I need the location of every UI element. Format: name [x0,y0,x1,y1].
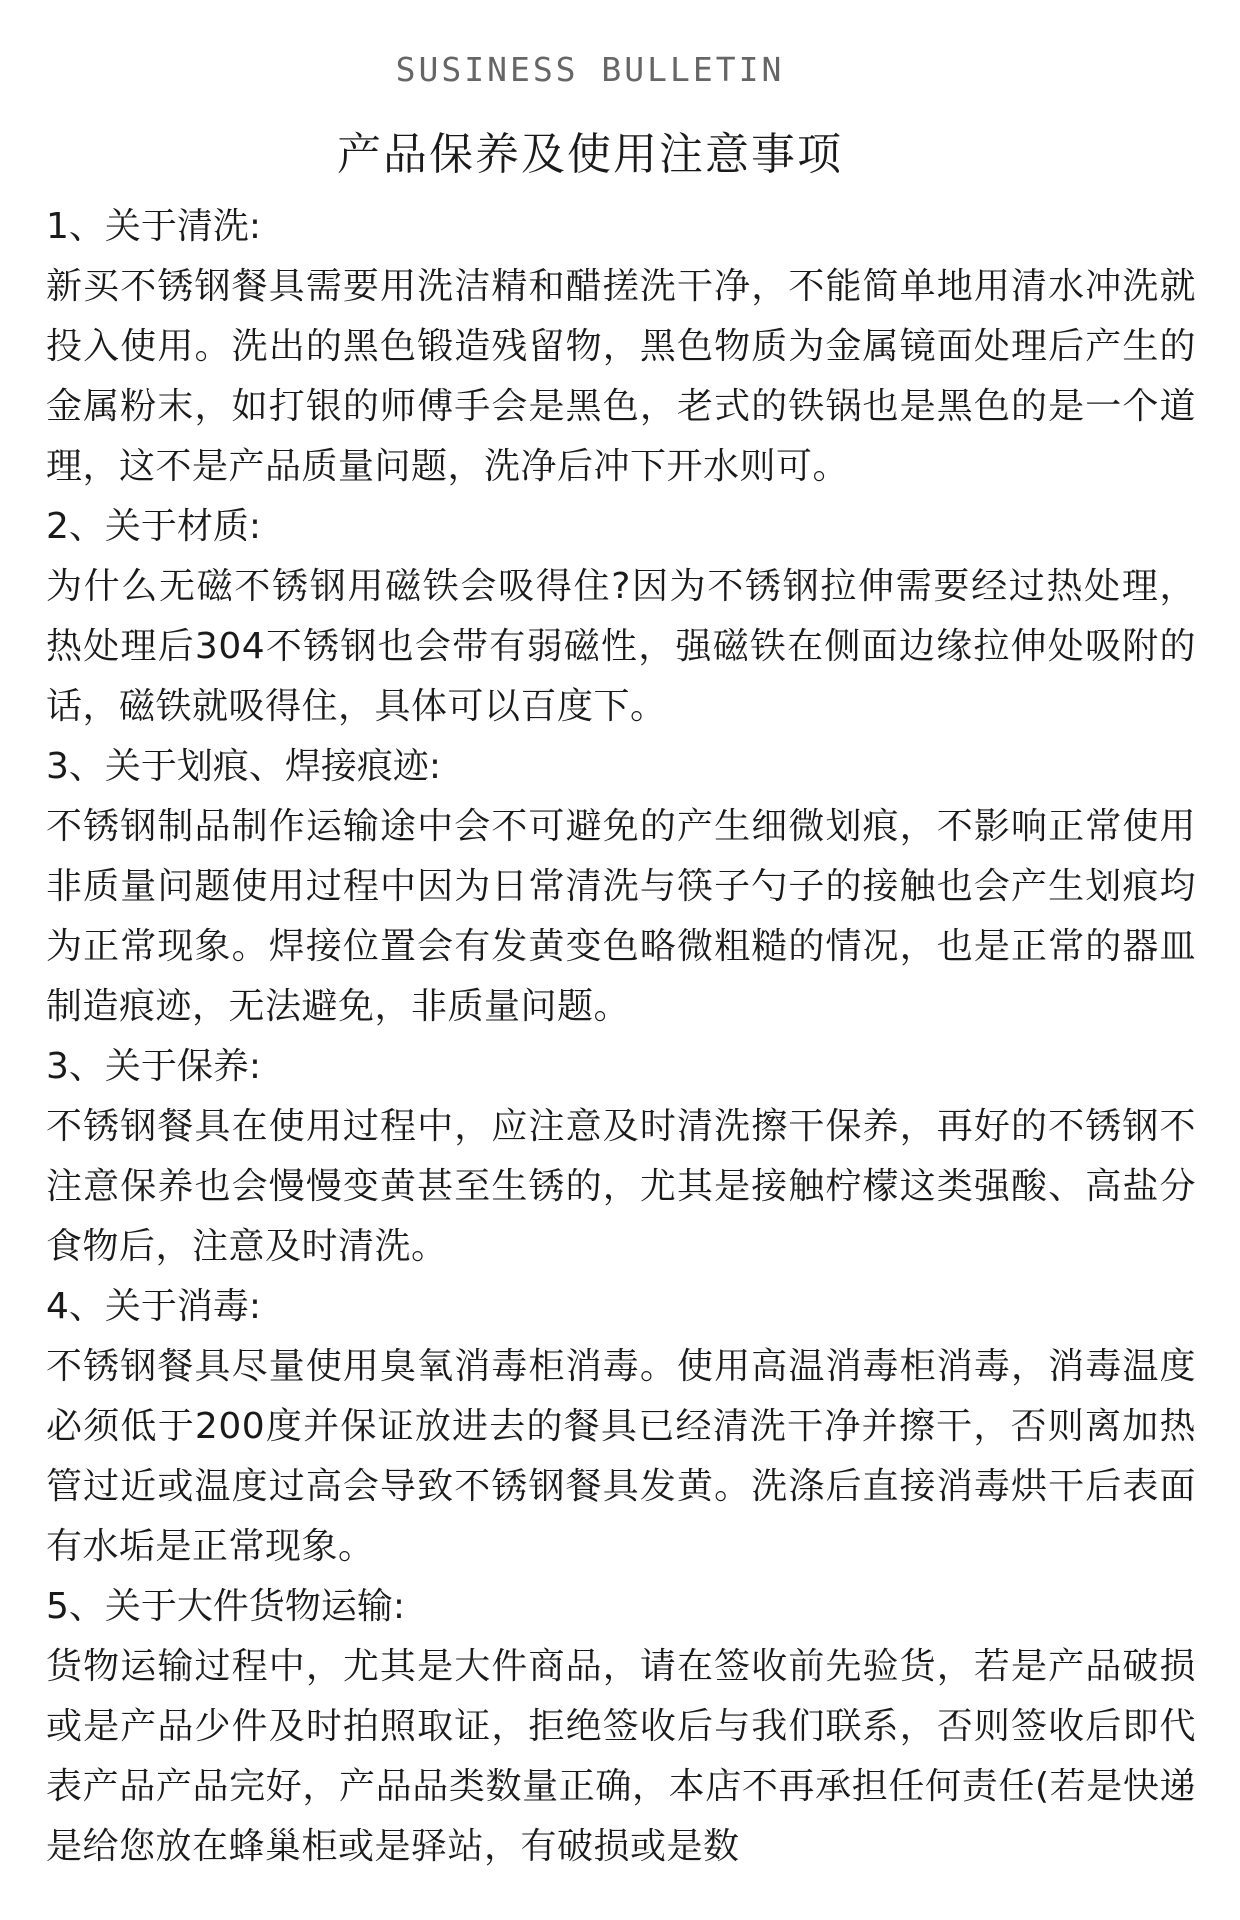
section-cleaning [46,197,1196,497]
section-heading: 3、关于划痕、焊接痕迹: [46,746,442,787]
section-scratches [46,737,1196,1037]
section-body: 不锈钢餐具尽量使用臭氧消毒柜消毒。使用高温消毒柜消毒，消毒温度必须低于200度并保证放进去的餐具已经清洗干净并擦干，否则离加热管过近或温度过高会导致不锈钢餐具发黄。洗涤后直接消毒烘干后表面有水垢是正常现象。 [46,1346,1196,1567]
section-shipping [46,1577,1196,1877]
section-body: 为什么无磁不锈钢用磁铁会吸得住?因为不锈钢拉伸需要经过热处理，热处理后304不锈钢也会带有弱磁性，强磁铁在侧面边缘拉伸处吸附的话，磁铁就吸得住，具体可以百度下。 [46,566,1196,727]
section-body: 新买不锈钢餐具需要用洗洁精和醋搓洗干净，不能简单地用清水冲洗就投入使用。洗出的黑色锻造残留物，黑色物质为金属镜面处理后产生的金属粉末，如打银的师傅手会是黑色，老式的铁锅也是黑色的是一个道理，这不是产品质量问题，洗净后冲下开水则可。 [46,266,1196,487]
section-heading: 4、关于消毒: [46,1286,262,1327]
section-body: 不锈钢制品制作运输途中会不可避免的产生细微划痕，不影响正常使用非质量问题使用过程中因为日常清洗与筷子勺子的接触也会产生划痕均为正常现象。焊接位置会有发黄变色略微粗糙的情况，也是正常的器皿制造痕迹，无法避免，非质量问题。 [46,806,1196,1027]
section-disinfection [46,1277,1196,1577]
section-material [46,497,1196,737]
section-heading: 5、关于大件货物运输: [46,1586,406,1627]
section-heading: 2、关于材质: [46,506,262,547]
page-title: 产品保养及使用注意事项 [337,129,843,180]
section-body: 不锈钢餐具在使用过程中，应注意及时清洗擦干保养，再好的不锈钢不注意保养也会慢慢变黄甚至生锈的，尤其是接触柠檬这类强酸、高盐分食物后，注意及时清洗。 [46,1106,1196,1267]
bulletin-header: SUSINESS BULLETIN [395,50,785,89]
section-maintenance [46,1037,1196,1277]
section-heading: 1、关于清洗: [46,206,262,247]
section-heading: 3、关于保养: [46,1046,262,1087]
section-body: 货物运输过程中，尤其是大件商品，请在签收前先验货，若是产品破损或是产品少件及时拍照取证，拒绝签收后与我们联系，否则签收后即代表产品产品完好，产品品类数量正确，本店不再承担任何责任(若是快递是给您放在蜂巢柜或是驿站，有破损或是数 [46,1646,1196,1867]
bulletin-content [46,197,1196,1877]
